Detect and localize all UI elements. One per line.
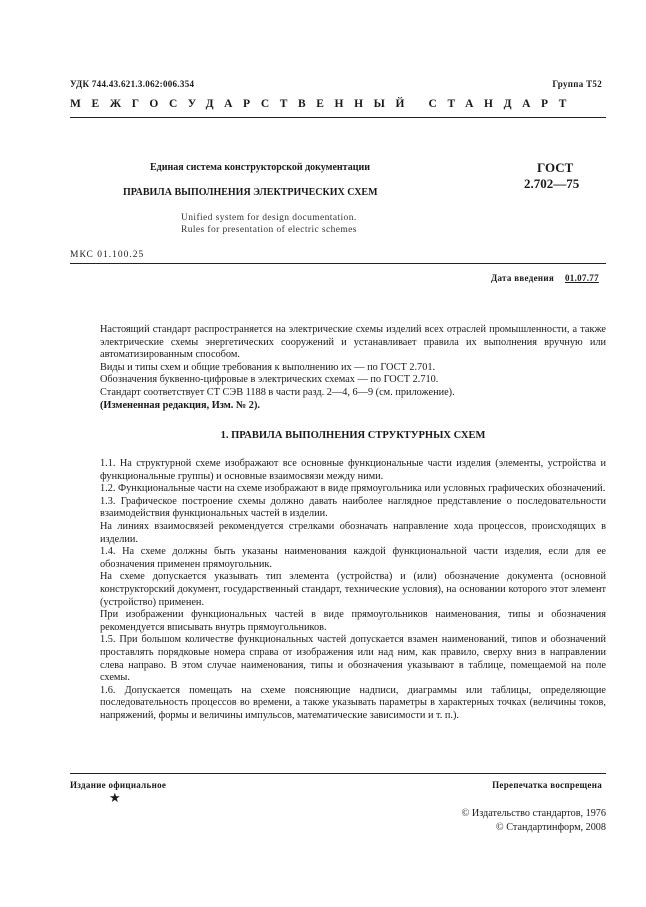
intro-paragraph: Настоящий стандарт распространяется на электрические схемы изделий всех отраслей промышленности, а также электрические схемы энергетических сооружений и устанавливает правила их выполнения вручную или автоматизированным способом. <box>100 324 606 361</box>
mks-code: МКС 01.100.25 <box>70 250 145 260</box>
intro-date-value: 01.07.77 <box>565 273 599 283</box>
header-rule <box>70 117 606 118</box>
reprint-notice: Перепечатка воспрещена <box>492 780 602 790</box>
intro-paragraph: Виды и типы схем и общие требования к выполнению их — по ГОСТ 2.701. <box>100 361 436 373</box>
intro-paragraph: Стандарт соответствует СТ СЭВ 1188 в части разд. 2—4, 6—9 (см. приложение). <box>100 386 455 398</box>
copyright-publisher: © Издательство стандартов, 1976 <box>461 808 606 819</box>
intro-date-label: Дата введения <box>491 273 555 283</box>
section-text <box>100 458 606 722</box>
section-paragraph: На линиях взаимосвязей рекомендуется стрелками обозначать направление хода процессов, происходящих в изделии. <box>100 520 606 545</box>
amendment-note: (Измененная редакция, Изм. № 2). <box>100 399 260 411</box>
mks-rule <box>70 263 606 264</box>
udk-code: УДК 744.43.621.3.062:006.354 <box>70 79 195 89</box>
section-paragraph: 1.1. На структурной схеме изображают все основные функциональные части изделия (элементы, устройства и функциональные группы) и основные взаимосвязи между ними. <box>100 458 606 482</box>
section-paragraph: 1.4. На схеме должны быть указаны наименования каждой функциональной части изделия, если для ее обозначения применен прямоугольник. <box>100 546 606 570</box>
footer-rule <box>70 773 606 774</box>
english-title-line2: Rules for presentation of electric schemes <box>181 225 357 235</box>
section-paragraph: 1.5. При большом количестве функциональных частей допускается взамен наименований, типов и обозначений проставлять порядковые номера справа от изображения или над ним, как правило, сверху вниз в направлении слева направо. В этом случае наименования, типы и обозначения указывают в таблице, помещаемой на поле схемы. <box>100 634 606 684</box>
document-title: ПРАВИЛА ВЫПОЛНЕНИЯ ЭЛЕКТРИЧЕСКИХ СХЕМ <box>123 187 378 198</box>
intro-paragraph: Обозначения буквенно-цифровые в электрических схемах — по ГОСТ 2.710. <box>100 374 439 386</box>
section-paragraph: При изображении функциональных частей в виде прямоугольников наименования, типы и обозначения рекомендуется вписывать внутрь прямоугольников. <box>100 609 606 633</box>
standard-type: МЕЖГОСУДАРСТВЕННЫЙ СТАНДАРТ <box>70 98 578 110</box>
group-code: Группа Т52 <box>552 79 602 89</box>
section-paragraph: 1.3. Графическое построение схемы должно давать наиболее наглядное представление о последовательности взаимодействия функциональных частей в изделии. <box>100 495 606 520</box>
section-title: 1. ПРАВИЛА ВЫПОЛНЕНИЯ СТРУКТУРНЫХ СХЕМ <box>220 430 486 441</box>
system-name: Единая система конструкторской документации <box>150 162 370 173</box>
gost-label: ГОСТ <box>537 160 574 175</box>
star-icon: ★ <box>109 790 121 805</box>
gost-number: 2.702—75 <box>524 176 580 191</box>
intro-text <box>100 324 606 412</box>
copyright-standartinform: © Стандартинформ, 2008 <box>495 822 606 833</box>
section-paragraph: На схеме допускается указывать тип элемента (устройства) и (или) обозначение документа (основной конструкторский документ, государственный стандарт, технические условия), на основании которого этот элемент (устройство) применен. <box>100 571 606 608</box>
section-paragraph: 1.6. Допускается помещать на схеме поясняющие надписи, диаграммы или таблицы, определяющие последовательность процессов во времени, а также указывать параметры в характерных точках (величины токов, напряжений, формы и величины импульсов, математические зависимости и т. п.). <box>100 684 606 721</box>
english-title-line1: Unified system for design documentation. <box>181 213 357 223</box>
official-edition: Издание официальное <box>70 780 167 790</box>
section-paragraph: 1.2. Функциональные части на схеме изображают в виде прямоугольника или условных графических обозначений. <box>100 483 606 495</box>
